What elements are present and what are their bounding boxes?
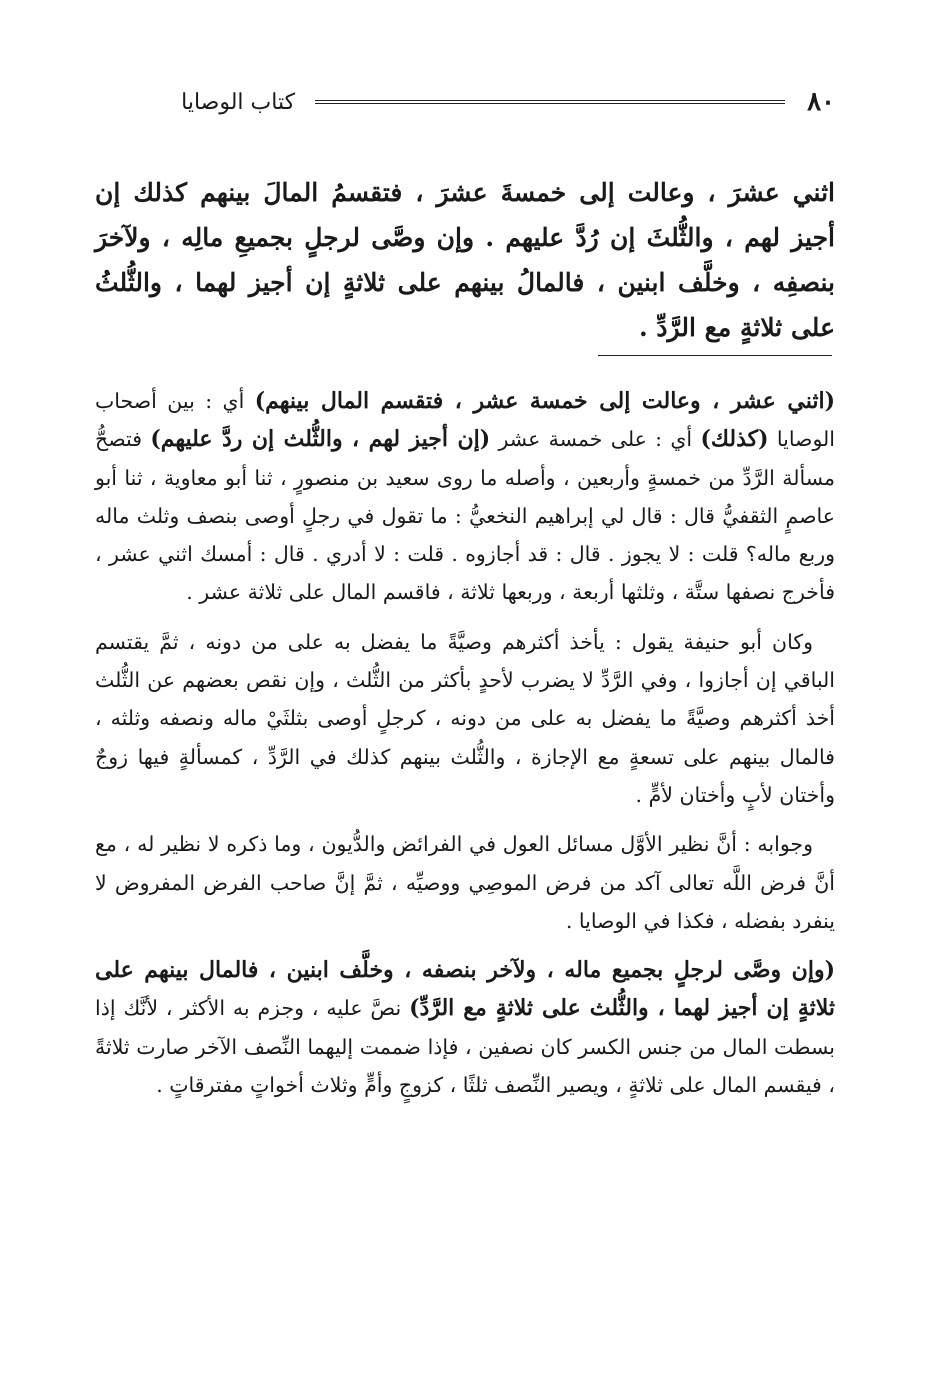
commentary-paragraph-1 [95,382,835,612]
commentary-text: فتصحُّ مسألة الرَّدِّ من خمسةٍ وأربعين ، وأصله ما روى سعيد بن منصورٍ ، ثنا أبو معاوية ، ثنا أبو عاصمٍ الثقفيُّ قال : قال لي إبراهيم النخعيُّ : ما تقول في رجلٍ أوصى بنصف وثلث ماله وربع ماله؟ قلت : لا يجوز . قال : قد أجازوه . قلت : لا أدري . قال : أمسك اثني عشر ، فأخرج نصفها ستَّة ، وثلثها أربعة ، وربعها ثلاثة ، فاقسم المال على ثلاثة عشر . [95,427,835,605]
commentary-paragraph-2: وكان أبو حنيفة يقول : يأخذ أكثرهم وصيَّةً ما يفضل به على من دونه ، ثمَّ يقتسم الباقي إن أجازوا ، وفي الرَّدِّ لا يضرب لأحدٍ بأكثر من الثُّلث ، وإن نقص بعضهم عن الثُّلث أخذ أكثرهم وصيَّةً ما يفضل به على من دونه ، كرجلٍ أوصى بثلثَيْ ماله ونصفه وثلثه ، فالمال بينهم على تسعةٍ مع الإجازة ، والثُّلث بينهم كذلك في الرَّدِّ ، كمسألةٍ فيها زوجٌ وأختان لأبٍ وأختان لأمٍّ . [95,629,835,807]
footnote-separator [598,355,832,356]
quoted-text: (وإن وصَّى لرجلٍ بجميع ماله ، ولآخر بنصفه ، وخلَّف ابنين ، فالمال بينهم على ثلاثةٍ إن أجيز لهما ، والثُّلث على ثلاثةٍ مع الرَّدِّ) [95,957,835,1022]
quoted-text: (اثني عشر ، وعالت إلى خمسة عشر ، فتقسم المال بينهم) [254,388,835,414]
commentary-paragraph-4 [95,951,835,1104]
page-number: ٨٠ [807,87,835,117]
commentary-text: أي : بين أصحاب الوصايا [95,389,835,452]
commentary-text: نصَّ عليه ، وجزم به الأكثر ، لأنَّك إذا بسطت المال من جنس الكسر كان نصفين ، فإذا ضممت إليهما النِّصف الآخر صارت ثلاثةً ، فيقسم المال على ثلاثةٍ ، ويصير النِّصف ثلثًا ، كزوجٍ وأمٍّ وثلاث أخواتٍ مفترقاتٍ . [95,996,835,1098]
commentary [95,382,835,1115]
header-rule [315,100,785,104]
commentary-text: أي : على خمسة عشر [490,427,701,452]
running-title: كتاب الوصايا [181,89,296,115]
quoted-text: (إن أجيز لهم ، والثُّلث إن ردَّ عليهم) [150,426,491,453]
commentary-paragraph-3: وجوابه : أنَّ نظير الأوَّل مسائل العول في الفرائض والدُّيون ، وما ذكره لا نظير له ، مع أنَّ فرض اللَّه تعالى آكد من فرض الموصِي ووصيِّه ، ثمَّ إنَّ صاحب الفرض المفروض لا ينفرد بفضله ، فكذا في الوصايا . [95,832,835,933]
main-text: اثني عشرَ ، وعالت إلى خمسةَ عشرَ ، فتقسمُ المالَ بينهم كذلك إن أجيز لهم ، والثُّلثَ إن رُدَّ عليهم . وإن وصَّى لرجلٍ بجميعِ مالِه ، ولآخرَ بنصفِه ، وخلَّف ابنين ، فالمالُ بينهم على ثلاثةٍ إن أجيز لهما ، والثُّلثُ على ثلاثةٍ مع الرَّدِّ . [95,178,835,342]
page-header [95,82,835,122]
quoted-text: (كذلك) [700,426,769,453]
